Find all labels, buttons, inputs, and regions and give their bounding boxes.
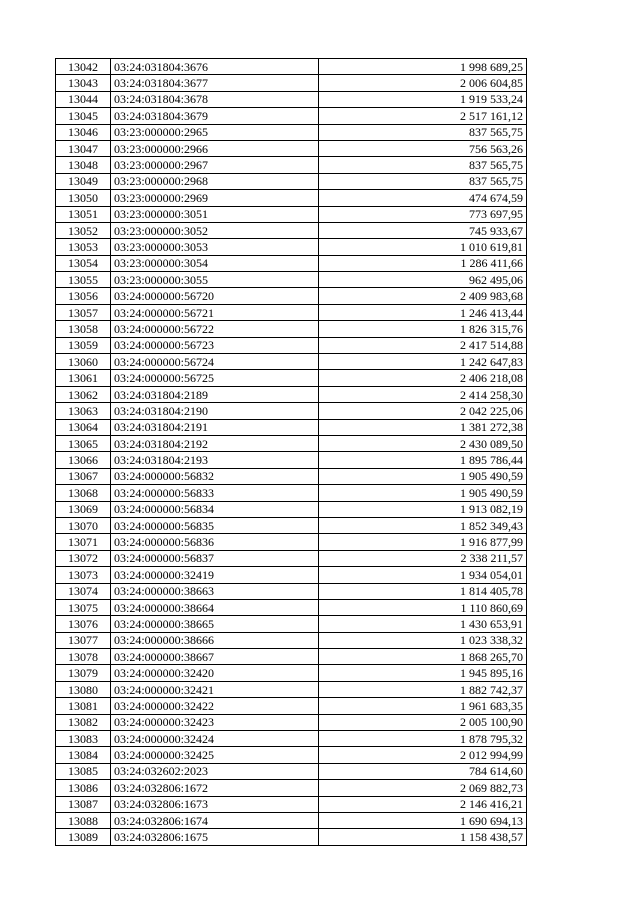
cadastral-value-cell: 2 005 100,90: [319, 714, 527, 730]
cadastral-value-cell: 1 246 413,44: [319, 304, 527, 320]
cadastral-value-cell: 1 945 895,16: [319, 665, 527, 681]
cadastral-value-cell: 1 868 265,70: [319, 649, 527, 665]
row-number-cell: 13054: [56, 255, 111, 271]
cadastral-value-cell: 2 338 211,57: [319, 550, 527, 566]
row-number-cell: 13051: [56, 206, 111, 222]
cadastral-number-cell: 03:23:000000:2967: [111, 157, 319, 173]
cadastral-number-cell: 03:24:000000:56722: [111, 321, 319, 337]
cadastral-number-cell: 03:23:000000:2969: [111, 190, 319, 206]
table-row: [56, 288, 527, 304]
cadastral-number-cell: 03:24:000000:38663: [111, 583, 319, 599]
table-row: [56, 304, 527, 320]
table-row: [56, 468, 527, 484]
cadastral-value-cell: 1 916 877,99: [319, 534, 527, 550]
row-number-cell: 13081: [56, 698, 111, 714]
table-row: [56, 272, 527, 288]
cadastral-number-cell: 03:24:031804:2189: [111, 386, 319, 402]
table-row: [56, 567, 527, 583]
table-row: [56, 763, 527, 779]
cadastral-number-cell: 03:24:000000:38664: [111, 599, 319, 615]
row-number-cell: 13067: [56, 468, 111, 484]
row-number-cell: 13082: [56, 714, 111, 730]
cadastral-value-cell: 1 934 054,01: [319, 567, 527, 583]
table-row: [56, 337, 527, 353]
cadastral-number-cell: 03:24:000000:32420: [111, 665, 319, 681]
cadastral-number-cell: 03:24:000000:56834: [111, 501, 319, 517]
row-number-cell: 13076: [56, 616, 111, 632]
cadastral-value-cell: 1 882 742,37: [319, 681, 527, 697]
cadastral-number-cell: 03:24:000000:56723: [111, 337, 319, 353]
cadastral-value-cell: 2 414 258,30: [319, 386, 527, 402]
cadastral-number-cell: 03:23:000000:3054: [111, 255, 319, 271]
row-number-cell: 13060: [56, 354, 111, 370]
table-row: [56, 780, 527, 796]
row-number-cell: 13086: [56, 780, 111, 796]
table-row: [56, 796, 527, 812]
cadastral-value-cell: 1 826 315,76: [319, 321, 527, 337]
cadastral-number-cell: 03:24:032806:1675: [111, 829, 319, 845]
cadastral-value-cell: 1 961 683,35: [319, 698, 527, 714]
cadastral-value-cell: 2 012 994,99: [319, 747, 527, 763]
cadastral-number-cell: 03:24:000000:56836: [111, 534, 319, 550]
cadastral-number-cell: 03:23:000000:2965: [111, 124, 319, 140]
table-row: [56, 714, 527, 730]
cadastral-number-cell: 03:23:000000:3051: [111, 206, 319, 222]
table-row: [56, 206, 527, 222]
row-number-cell: 13050: [56, 190, 111, 206]
cadastral-value-cell: 2 406 218,08: [319, 370, 527, 386]
table-row: [56, 75, 527, 91]
cadastral-table: [55, 58, 527, 846]
cadastral-value-cell: 2 417 514,88: [319, 337, 527, 353]
table-row: [56, 173, 527, 189]
cadastral-value-cell: 1 690 694,13: [319, 812, 527, 828]
table-row: [56, 616, 527, 632]
row-number-cell: 13087: [56, 796, 111, 812]
row-number-cell: 13043: [56, 75, 111, 91]
cadastral-value-cell: 1 023 338,32: [319, 632, 527, 648]
cadastral-value-cell: 2 146 416,21: [319, 796, 527, 812]
table-row: [56, 583, 527, 599]
table-row: [56, 124, 527, 140]
cadastral-number-cell: 03:24:032806:1673: [111, 796, 319, 812]
cadastral-value-cell: 784 614,60: [319, 763, 527, 779]
cadastral-value-cell: 1 430 653,91: [319, 616, 527, 632]
row-number-cell: 13070: [56, 517, 111, 533]
row-number-cell: 13064: [56, 419, 111, 435]
row-number-cell: 13052: [56, 222, 111, 238]
table-row: [56, 239, 527, 255]
table-row: [56, 485, 527, 501]
cadastral-number-cell: 03:24:000000:32422: [111, 698, 319, 714]
table-row: [56, 321, 527, 337]
cadastral-number-cell: 03:24:000000:56725: [111, 370, 319, 386]
cadastral-number-cell: 03:23:000000:3052: [111, 222, 319, 238]
table-row: [56, 403, 527, 419]
cadastral-number-cell: 03:24:031804:3677: [111, 75, 319, 91]
row-number-cell: 13074: [56, 583, 111, 599]
cadastral-value-cell: 1 998 689,25: [319, 59, 527, 75]
cadastral-number-cell: 03:24:000000:56832: [111, 468, 319, 484]
cadastral-number-cell: 03:24:000000:38666: [111, 632, 319, 648]
cadastral-number-cell: 03:24:031804:3679: [111, 108, 319, 124]
cadastral-number-cell: 03:24:000000:38667: [111, 649, 319, 665]
cadastral-value-cell: 2 069 882,73: [319, 780, 527, 796]
table-row: [56, 435, 527, 451]
row-number-cell: 13047: [56, 140, 111, 156]
cadastral-value-cell: 773 697,95: [319, 206, 527, 222]
cadastral-value-cell: 2 042 225,06: [319, 403, 527, 419]
cadastral-value-cell: 2 409 983,68: [319, 288, 527, 304]
cadastral-number-cell: 03:24:031804:3678: [111, 91, 319, 107]
cadastral-number-cell: 03:23:000000:3055: [111, 272, 319, 288]
row-number-cell: 13083: [56, 731, 111, 747]
cadastral-number-cell: 03:24:032806:1674: [111, 812, 319, 828]
table-row: [56, 222, 527, 238]
cadastral-value-cell: 2 430 089,50: [319, 435, 527, 451]
cadastral-value-cell: 1 919 533,24: [319, 91, 527, 107]
table-row: [56, 681, 527, 697]
cadastral-number-cell: 03:24:000000:56720: [111, 288, 319, 304]
cadastral-number-cell: 03:24:000000:56835: [111, 517, 319, 533]
cadastral-number-cell: 03:24:000000:56724: [111, 354, 319, 370]
row-number-cell: 13063: [56, 403, 111, 419]
table-row: [56, 354, 527, 370]
cadastral-value-cell: 1 878 795,32: [319, 731, 527, 747]
table-row: [56, 731, 527, 747]
cadastral-number-cell: 03:24:000000:32419: [111, 567, 319, 583]
cadastral-value-cell: 1 242 647,83: [319, 354, 527, 370]
cadastral-number-cell: 03:24:000000:32421: [111, 681, 319, 697]
table-row: [56, 829, 527, 845]
row-number-cell: 13053: [56, 239, 111, 255]
row-number-cell: 13089: [56, 829, 111, 845]
table-row: [56, 550, 527, 566]
table-row: [56, 747, 527, 763]
cadastral-number-cell: 03:24:032806:1672: [111, 780, 319, 796]
cadastral-value-cell: 1 895 786,44: [319, 452, 527, 468]
cadastral-number-cell: 03:23:000000:2966: [111, 140, 319, 156]
row-number-cell: 13075: [56, 599, 111, 615]
cadastral-value-cell: 1 010 619,81: [319, 239, 527, 255]
cadastral-value-cell: 1 814 405,78: [319, 583, 527, 599]
cadastral-number-cell: 03:24:000000:32423: [111, 714, 319, 730]
cadastral-value-cell: 2 517 161,12: [319, 108, 527, 124]
row-number-cell: 13084: [56, 747, 111, 763]
table-row: [56, 812, 527, 828]
cadastral-value-cell: 837 565,75: [319, 124, 527, 140]
row-number-cell: 13066: [56, 452, 111, 468]
cadastral-value-cell: 1 158 438,57: [319, 829, 527, 845]
cadastral-number-cell: 03:24:000000:56721: [111, 304, 319, 320]
cadastral-number-cell: 03:24:031804:2193: [111, 452, 319, 468]
cadastral-value-cell: 837 565,75: [319, 157, 527, 173]
row-number-cell: 13048: [56, 157, 111, 173]
cadastral-number-cell: 03:24:031804:2192: [111, 435, 319, 451]
cadastral-value-cell: 1 110 860,69: [319, 599, 527, 615]
row-number-cell: 13061: [56, 370, 111, 386]
table-row: [56, 665, 527, 681]
table-row: [56, 698, 527, 714]
cadastral-number-cell: 03:24:031804:2190: [111, 403, 319, 419]
table-row: [56, 386, 527, 402]
table-row: [56, 632, 527, 648]
row-number-cell: 13058: [56, 321, 111, 337]
table-row: [56, 59, 527, 75]
row-number-cell: 13080: [56, 681, 111, 697]
cadastral-value-cell: 474 674,59: [319, 190, 527, 206]
table-row: [56, 649, 527, 665]
row-number-cell: 13055: [56, 272, 111, 288]
row-number-cell: 13073: [56, 567, 111, 583]
cadastral-value-cell: 1 905 490,59: [319, 468, 527, 484]
table-row: [56, 534, 527, 550]
cadastral-value-cell: 1 381 272,38: [319, 419, 527, 435]
table-row: [56, 157, 527, 173]
row-number-cell: 13071: [56, 534, 111, 550]
row-number-cell: 13072: [56, 550, 111, 566]
cadastral-number-cell: 03:24:000000:56837: [111, 550, 319, 566]
table-row: [56, 370, 527, 386]
row-number-cell: 13068: [56, 485, 111, 501]
row-number-cell: 13046: [56, 124, 111, 140]
table-row: [56, 517, 527, 533]
cadastral-value-cell: 837 565,75: [319, 173, 527, 189]
row-number-cell: 13049: [56, 173, 111, 189]
cadastral-number-cell: 03:24:000000:56833: [111, 485, 319, 501]
row-number-cell: 13044: [56, 91, 111, 107]
cadastral-value-cell: 745 933,67: [319, 222, 527, 238]
cadastral-value-cell: 1 286 411,66: [319, 255, 527, 271]
cadastral-value-cell: 2 006 604,85: [319, 75, 527, 91]
cadastral-number-cell: 03:23:000000:3053: [111, 239, 319, 255]
table-row: [56, 108, 527, 124]
cadastral-value-cell: 1 852 349,43: [319, 517, 527, 533]
row-number-cell: 13088: [56, 812, 111, 828]
table-row: [56, 255, 527, 271]
row-number-cell: 13056: [56, 288, 111, 304]
table-body: [56, 59, 527, 846]
cadastral-number-cell: 03:24:031804:2191: [111, 419, 319, 435]
cadastral-number-cell: 03:24:032602:2023: [111, 763, 319, 779]
cadastral-value-cell: 1 913 082,19: [319, 501, 527, 517]
table-row: [56, 452, 527, 468]
cadastral-value-cell: 756 563,26: [319, 140, 527, 156]
row-number-cell: 13079: [56, 665, 111, 681]
cadastral-value-cell: 962 495,06: [319, 272, 527, 288]
table-row: [56, 599, 527, 615]
table-row: [56, 501, 527, 517]
row-number-cell: 13069: [56, 501, 111, 517]
cadastral-value-cell: 1 905 490,59: [319, 485, 527, 501]
row-number-cell: 13057: [56, 304, 111, 320]
row-number-cell: 13062: [56, 386, 111, 402]
cadastral-number-cell: 03:24:000000:32424: [111, 731, 319, 747]
table-row: [56, 91, 527, 107]
table-row: [56, 140, 527, 156]
row-number-cell: 13045: [56, 108, 111, 124]
row-number-cell: 13042: [56, 59, 111, 75]
row-number-cell: 13059: [56, 337, 111, 353]
cadastral-number-cell: 03:24:000000:32425: [111, 747, 319, 763]
row-number-cell: 13078: [56, 649, 111, 665]
cadastral-number-cell: 03:24:000000:38665: [111, 616, 319, 632]
table-row: [56, 419, 527, 435]
cadastral-number-cell: 03:23:000000:2968: [111, 173, 319, 189]
cadastral-number-cell: 03:24:031804:3676: [111, 59, 319, 75]
table-row: [56, 190, 527, 206]
row-number-cell: 13085: [56, 763, 111, 779]
row-number-cell: 13065: [56, 435, 111, 451]
row-number-cell: 13077: [56, 632, 111, 648]
